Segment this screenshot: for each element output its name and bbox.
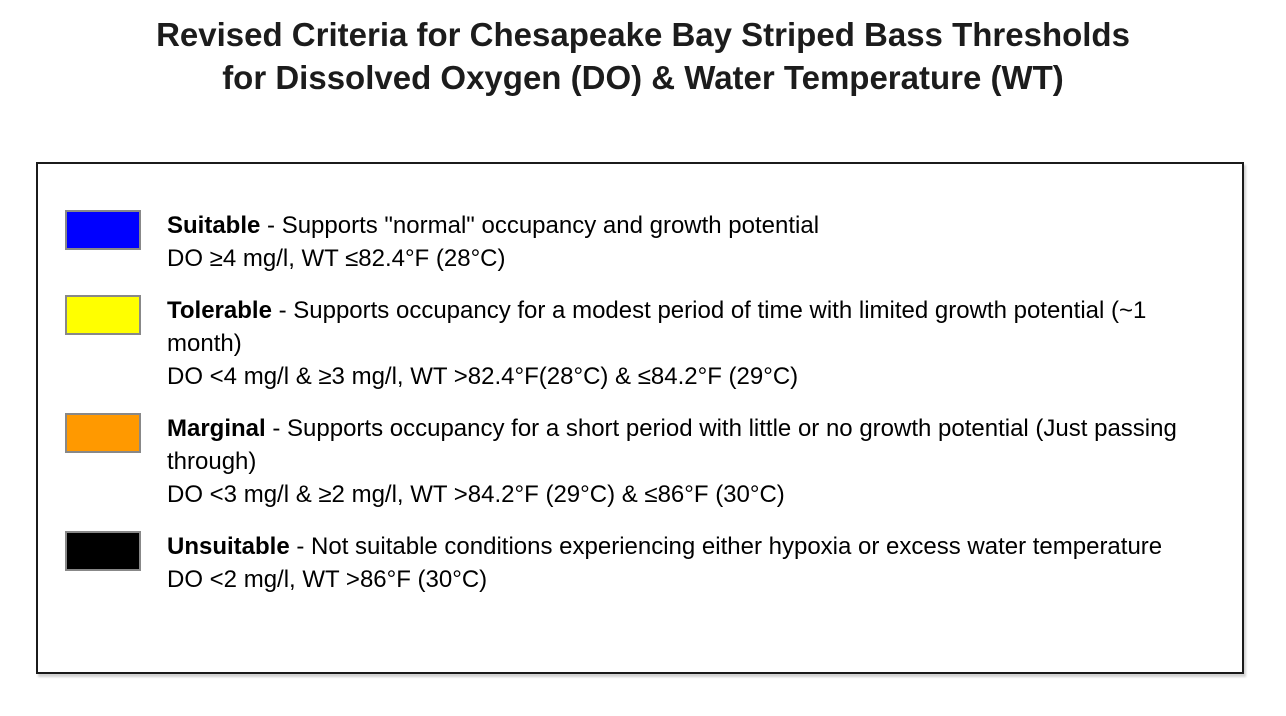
legend-row-tolerable [65, 294, 1222, 393]
title-line-1: Revised Criteria for Chesapeake Bay Striped Bass Thresholds [156, 16, 1130, 53]
unsuitable-description [167, 530, 1162, 563]
marginal-description-text: - Supports occupancy for a short period with little or no growth potential (Just passing through) [167, 415, 1177, 475]
suitable-category-name: Suitable [167, 212, 261, 239]
tolerable-category-name: Tolerable [167, 297, 272, 324]
suitable-description-text: - Supports "normal" occupancy and growth potential [260, 212, 820, 239]
legend-row-suitable [65, 209, 1222, 275]
marginal-description [167, 412, 1222, 478]
legend-row-marginal [65, 412, 1222, 511]
suitable-description [167, 209, 819, 242]
legend-text-tolerable [167, 294, 1222, 393]
legend-box [36, 162, 1244, 674]
unsuitable-criteria: DO <2 mg/l, WT >86°F (30°C) [167, 566, 488, 593]
tolerable-criteria: DO <4 mg/l & ≥3 mg/l, WT >82.4°F(28°C) & ≤84.2°F (29°C) [167, 363, 799, 390]
marginal-criteria: DO <3 mg/l & ≥2 mg/l, WT >84.2°F (29°C) & ≤86°F (30°C) [167, 481, 785, 508]
page-title [0, 0, 1286, 99]
unsuitable-description-text: - Not suitable conditions experiencing either hypoxia or excess water temperature [289, 533, 1163, 560]
legend-row-unsuitable [65, 530, 1222, 596]
legend-text-unsuitable [167, 530, 1162, 596]
legend-text-suitable [167, 209, 819, 275]
unsuitable-color-swatch [65, 531, 141, 571]
marginal-category-name: Marginal [167, 415, 266, 442]
legend-text-marginal [167, 412, 1222, 511]
title-line-2: for Dissolved Oxygen (DO) & Water Temperature (WT) [222, 59, 1064, 96]
tolerable-description-text: - Supports occupancy for a modest period of time with limited growth potential (~1 month) [167, 297, 1147, 357]
marginal-color-swatch [65, 413, 141, 453]
suitable-criteria: DO ≥4 mg/l, WT ≤82.4°F (28°C) [167, 245, 506, 272]
tolerable-color-swatch [65, 295, 141, 335]
tolerable-description [167, 294, 1222, 360]
suitable-color-swatch [65, 210, 141, 250]
unsuitable-category-name: Unsuitable [167, 533, 290, 560]
